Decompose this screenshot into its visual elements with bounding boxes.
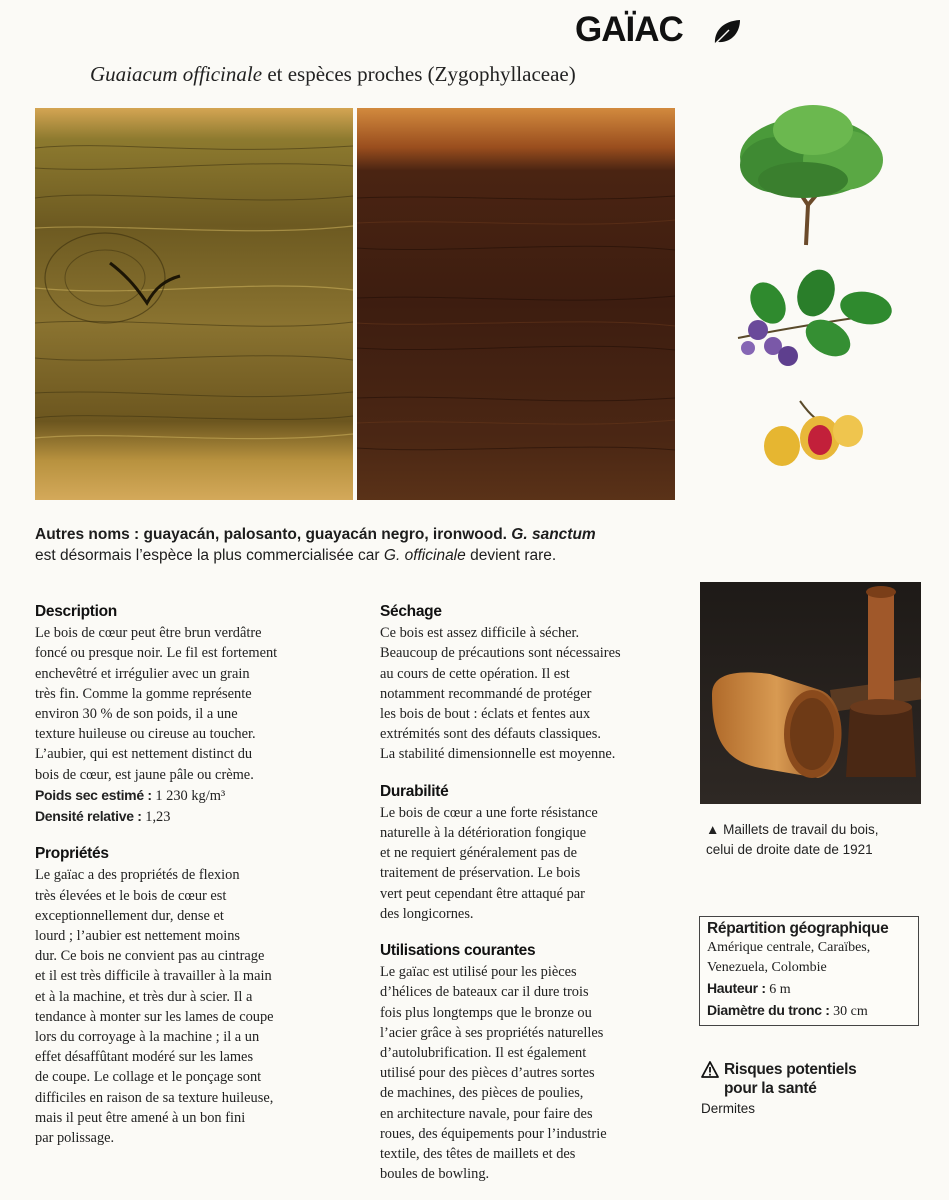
text-line: d’autolubrification. Il est également [380,1045,587,1062]
flowering-branch-illustration [728,268,898,380]
text-line: traitement de préservation. Le bois [380,865,581,882]
species-sanctum: G. sanctum [511,526,596,543]
trunk-diameter-value: 30 cm [833,1004,868,1019]
height-value: 6 m [769,982,791,997]
text-line: très fin. Comme la gomme représente [35,685,252,702]
text-line: foncé ou presque noir. Le fil est fortement [35,645,278,662]
caption-line-2: celui de droite date de 1921 [706,842,873,857]
text-line: difficiles en raison de sa texture huileuse, [35,1089,274,1106]
other-names [35,524,675,566]
description-heading: Description [35,603,117,620]
text-line: et ne requiert généralement pas de [380,845,577,862]
text-line: très élevées et le bois de cœur est [35,887,227,904]
text-line: en architecture navale, pour faire des [380,1105,593,1122]
durability-heading: Durabilité [380,782,449,800]
text-line: l’acier grâce à ses propriétés naturelles [380,1024,604,1041]
text-line: naturelle à la détérioration fongique [380,825,587,842]
text-line: environ 30 % de son poids, il a une [35,706,238,723]
text-line: extrémités sont des défauts classiques. [380,726,602,743]
properties-text [35,865,337,1148]
description-text [35,623,337,785]
species-officinale: G. officinale [383,547,466,564]
text-line: Le bois de cœur peut être brun verdâtre [35,625,262,642]
risks-heading-line-2: pour la santé [724,1080,817,1097]
distribution-line-2: Venezuela, Colombie [707,960,827,975]
text-line: roues, des équipements pour l’industrie [380,1125,607,1142]
text-line: vert peut cependant être attaqué par [380,885,585,902]
family-name: et espèces proches (Zygophyllaceae) [267,62,576,86]
sapwood-heartwood-sample-image [35,108,353,500]
text-line: bois de cœur, est jaune pâle ou crème. [35,766,254,783]
dry-weight-label: Poids sec estimé : [35,786,152,803]
text-line: au cours de cette opération. Il est [380,665,570,682]
text-line: Beaucoup de précautions sont nécessaires [380,645,621,662]
text-line: boules de bowling. [380,1166,490,1183]
text-line: lors du corroyage à la machine ; il a un [35,1029,260,1046]
text-line: de machines, des pièces de poulies, [380,1085,584,1102]
risks-text: Dermites [701,1101,756,1116]
text-line: Le gaïac a des propriétés de flexion [35,867,240,884]
other-names-label: Autres noms : guayacán, palosanto, guayacán negro, ironwood. [35,526,507,543]
drying-heading: Séchage [380,603,442,620]
density-label: Densité relative : [35,808,142,825]
leaf-icon [712,18,742,46]
warning-triangle-icon [701,1061,719,1078]
trunk-diameter-label: Diamètre du tronc : [707,1002,830,1018]
text-line: lourd ; l’aubier est nettement moins [35,928,241,945]
text-line: L’aubier, qui est nettement distinct du [35,746,253,763]
health-risks [701,1060,921,1119]
text-line: notamment recommandé de protéger [380,685,592,702]
text-line: de coupe. Le collage et le ponçage sont [35,1069,262,1086]
uses-text [380,962,680,1184]
text-line: textile, des têtes de maillets et des [380,1146,576,1163]
fruit-illustration [760,396,865,471]
page-subtitle [90,62,576,87]
text-line: Le bois de cœur a une forte résistance [380,804,598,821]
mallets-photo [700,582,921,804]
text-line: effet désaffûtant modéré sur les lames [35,1049,254,1066]
page-title: GAÏAC [575,10,683,49]
height-label: Hauteur : [707,980,766,996]
other-names-text: est désormais l’espèce la plus commercialisée car [35,547,380,564]
caption-marker-icon: ▲ [706,822,720,837]
risks-heading-line-1: Risques potentiels [724,1061,857,1078]
tree-illustration [728,95,894,250]
text-line: dur. Ce bois ne convient pas au cintrage [35,948,265,965]
text-line: Le gaïac est utilisé pour les pièces [380,964,577,981]
dry-weight-value: 1 230 kg/m³ [155,787,226,804]
text-line: texture huileuse ou cireuse au toucher. [35,726,256,743]
distribution-line-1: Amérique centrale, Caraïbes, [707,940,871,955]
geographic-distribution-box [699,916,919,1026]
drying-text [380,623,680,764]
dry-weight [35,785,337,806]
left-column [35,602,337,1148]
text-line: Ce bois est assez difficile à sécher. [380,625,580,642]
text-line: utilisé pour des pièces d’autres sortes [380,1065,595,1082]
mallets-caption [706,820,936,860]
uses-heading: Utilisations courantes [380,942,536,960]
genus-name: Guaiacum officinale [90,62,263,86]
other-names-end: devient rare. [470,547,557,564]
text-line: et il est très difficile à travailler à la main [35,968,272,985]
text-line: exceptionnellement dur, dense et [35,907,224,924]
relative-density [35,806,337,827]
text-line: d’hélices de bateaux car il dure trois [380,984,589,1001]
text-line: enchevêtré et irrégulier avec un grain [35,665,250,682]
text-line: les bois de bout : éclats et fentes aux [380,706,591,723]
text-line: fois plus longtemps que le bronze ou [380,1004,592,1021]
durability-text [380,803,680,924]
text-line: et à la machine, et très dur à scier. Il a [35,988,253,1005]
text-line: par polissage. [35,1130,115,1147]
heartwood-sample-image [357,108,675,500]
text-line: La stabilité dimensionnelle est moyenne. [380,746,616,763]
properties-heading: Propriétés [35,845,109,863]
text-line: des longicornes. [380,905,474,922]
distribution-heading: Répartition géographique [707,920,889,937]
middle-column [380,602,680,1184]
caption-line-1: Maillets de travail du bois, [723,822,879,837]
text-line: mais il peut être amené à un bon fini [35,1109,246,1126]
density-value: 1,23 [145,809,171,826]
text-line: tendance à monter sur les lames de coupe [35,1008,274,1025]
